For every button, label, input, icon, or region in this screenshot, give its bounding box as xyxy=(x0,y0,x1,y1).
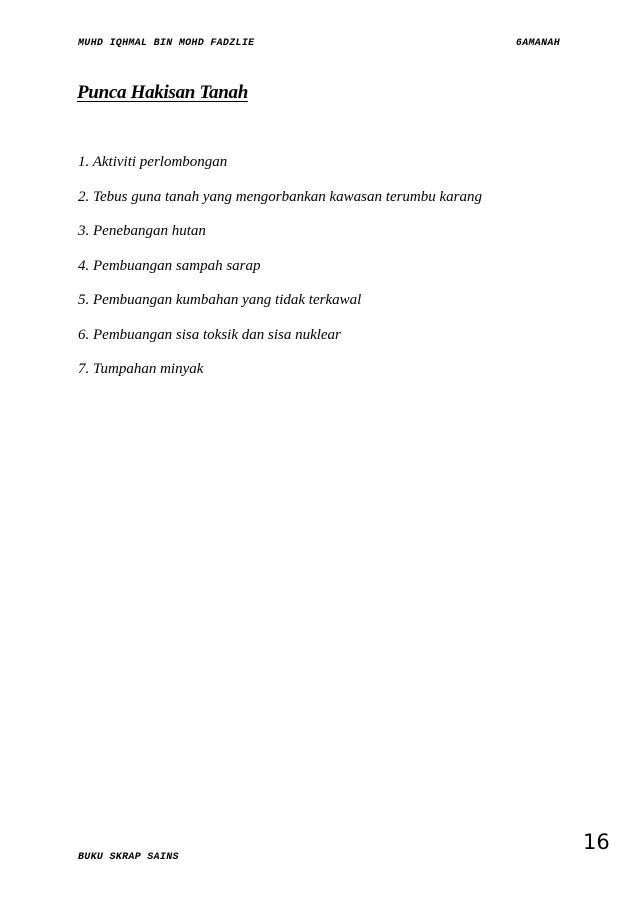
list-item: 7. Tumpahan minyak xyxy=(78,361,204,377)
list-item: 2. Tebus guna tanah yang mengorbankan kawasan terumbu karang xyxy=(78,188,483,205)
page-number: 16 xyxy=(583,830,610,854)
header-author-name: MUHD IQHMAL BIN MOHD FADZLIE xyxy=(78,38,255,49)
footer-book-title: BUKU SKRAP SAINS xyxy=(78,852,179,863)
causes-list xyxy=(78,152,482,394)
page-header xyxy=(78,38,560,54)
list-item: 3. Penebangan hutan xyxy=(78,223,206,239)
list-item: 6. Pembuangan sisa toksik dan sisa nuklear xyxy=(78,326,341,343)
list-item: 4. Pembuangan sampah sarap xyxy=(78,257,261,274)
header-class-name: 6AMANAH xyxy=(515,38,560,49)
list-item: 5. Pembuangan kumbahan yang tidak terkawal xyxy=(78,292,362,308)
list-item: 1. Aktiviti perlombongan xyxy=(78,154,228,170)
page-title: Punca Hakisan Tanah xyxy=(77,82,248,103)
